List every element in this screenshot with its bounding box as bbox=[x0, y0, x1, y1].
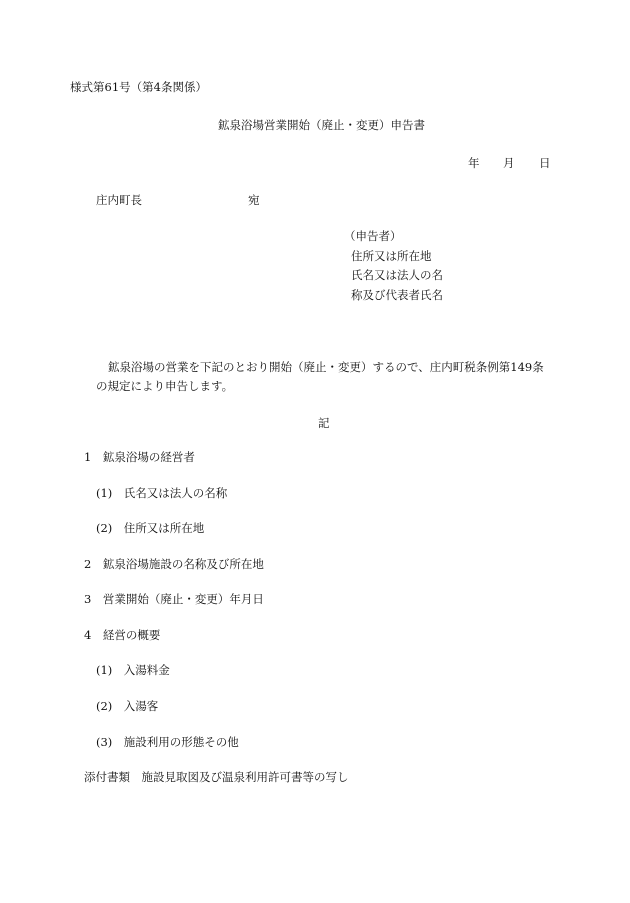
item-3: 3 営業開始（廃止・変更）年月日 bbox=[84, 592, 264, 606]
addressee-name: 庄内町長 bbox=[96, 193, 142, 207]
addressee-suffix: 宛 bbox=[248, 193, 260, 207]
item-2: 2 鉱泉浴場施設の名称及び所在地 bbox=[84, 557, 264, 571]
form-number: 様式第61号（第4条関係） bbox=[70, 80, 207, 94]
item-1: 1 鉱泉浴場の経営者 bbox=[84, 450, 195, 464]
item-1-sub-2: (2) 住所又は所在地 bbox=[96, 521, 205, 535]
declarant-heading: （申告者） bbox=[344, 229, 402, 243]
declarant-address-label: 住所又は所在地 bbox=[351, 249, 432, 263]
body-line-1: 鉱泉浴場の営業を下記のとおり開始（廃止・変更）するので、庄内町税条例第149条 bbox=[108, 360, 544, 374]
date-year: 年 bbox=[468, 156, 480, 170]
attachments: 添付書類 施設見取図及び温泉利用許可書等の写し bbox=[84, 770, 349, 784]
document-title: 鉱泉浴場営業開始（廃止・変更）申告書 bbox=[218, 118, 425, 132]
date-month: 月 bbox=[503, 156, 515, 170]
item-4-sub-3: (3) 施設利用の形態その他 bbox=[96, 735, 239, 749]
item-4-sub-2: (2) 入湯客 bbox=[96, 699, 159, 713]
declarant-name-label-2: 称及び代表者氏名 bbox=[351, 288, 443, 302]
date-day: 日 bbox=[539, 156, 551, 170]
ki-heading: 記 bbox=[318, 416, 330, 430]
declarant-name-label-1: 氏名又は法人の名 bbox=[351, 268, 443, 282]
item-4-sub-1: (1) 入湯料金 bbox=[96, 663, 170, 677]
item-1-sub-1: (1) 氏名又は法人の名称 bbox=[96, 486, 228, 500]
body-line-2: の規定により申告します。 bbox=[96, 379, 234, 393]
item-4: 4 経営の概要 bbox=[84, 628, 161, 642]
